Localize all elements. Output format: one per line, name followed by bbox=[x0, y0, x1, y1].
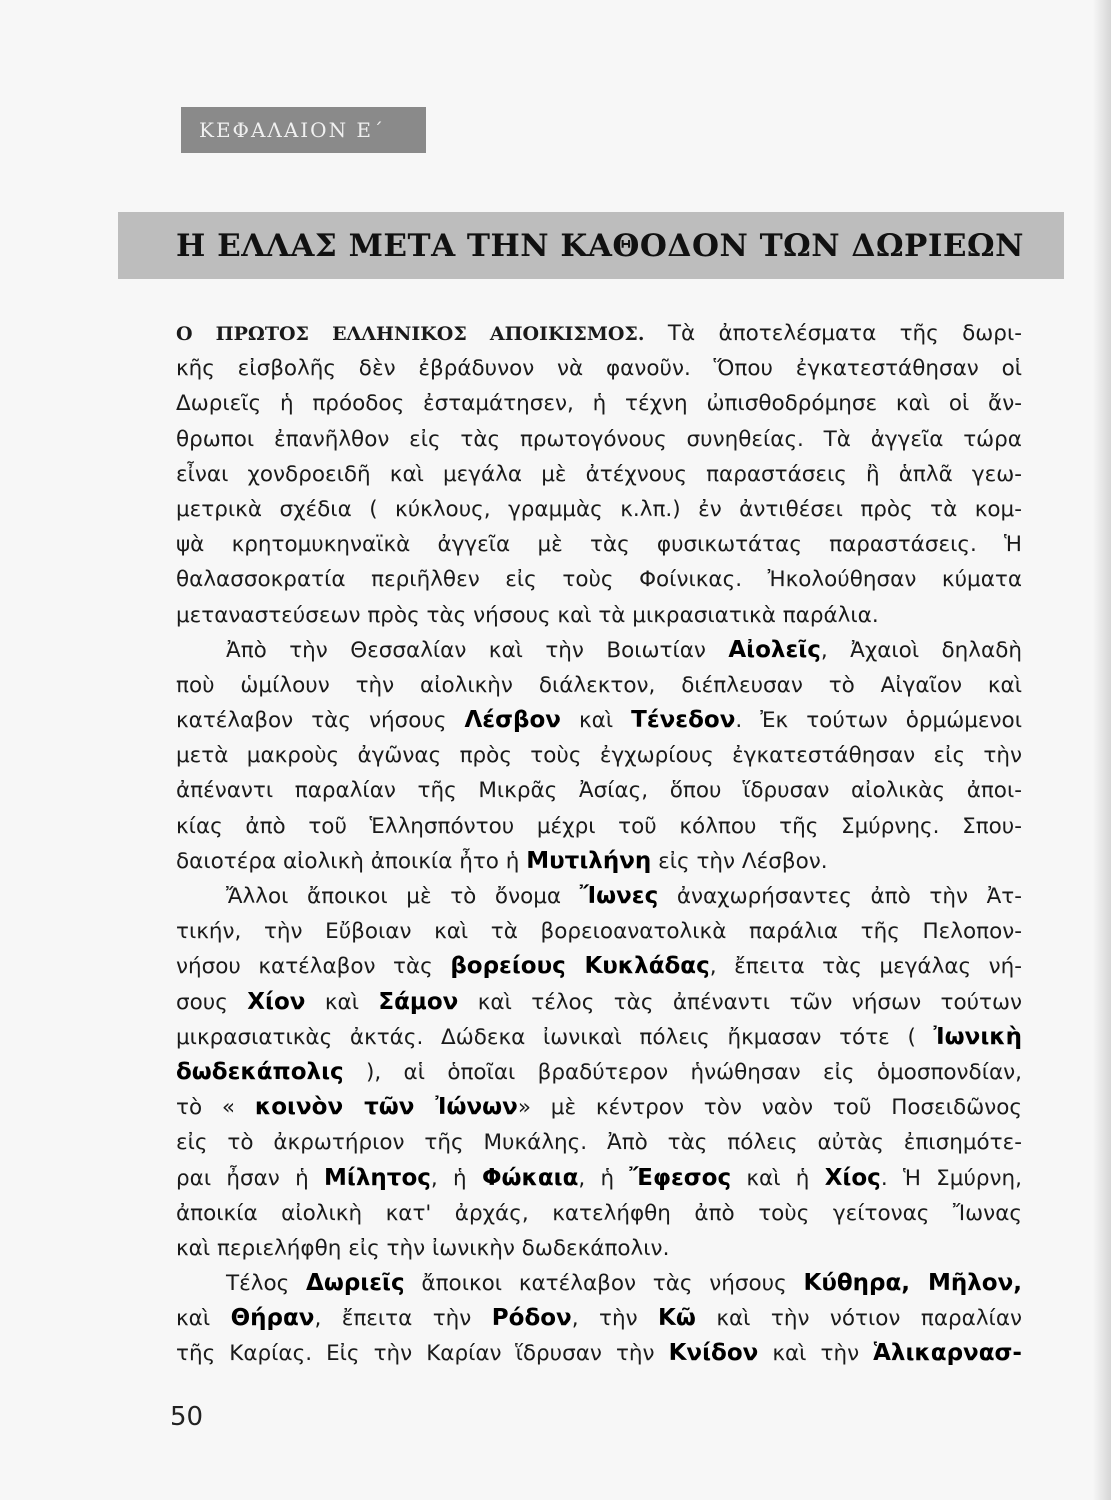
emphasized-term: κοινὸν τῶν Ἰώνων bbox=[254, 1094, 518, 1121]
text-line: Ἄλλοι ἄποικοι μὲ τὸ ὄνομα Ἴωνες ἀναχωρήσαντες ἀπὸ τὴν Ἀτ- bbox=[226, 883, 1022, 909]
emphasized-term: βορείους Κυκλάδας bbox=[450, 953, 710, 980]
text-line: ποὺ ὡμίλουν τὴν αἰολικὴν διάλεκτον, διέπλευσαν τὸ Αἰγαῖον καὶ bbox=[176, 672, 1022, 698]
text-line: ψὰ κρητομυκηναϊκὰ ἀγγεῖα μὲ τὰς φυσικωτάτας παραστάσεις. Ἡ bbox=[176, 532, 1022, 558]
emphasized-term: Κύθηρα, Μῆλον, bbox=[803, 1270, 1022, 1297]
text-line: μετὰ μακροὺς ἀγῶνας πρὸς τοὺς ἐγχωρίους ἐγκατεστάθησαν εἰς τὴν bbox=[176, 743, 1022, 769]
chapter-label: ΚΕΦΑΛΑΙΟΝ Ε΄ bbox=[181, 107, 426, 153]
emphasized-term: Δωριεῖς bbox=[306, 1270, 405, 1297]
body-text bbox=[176, 316, 1022, 1372]
emphasized-term: Ρόδον bbox=[491, 1305, 572, 1332]
text-line: τικήν, τὴν Εὔβοιαν καὶ τὰ βορειοανατολικὰ παράλια τῆς Πελοπον- bbox=[176, 919, 1022, 945]
text-line: θαλασσοκρατία περιῆλθεν εἰς τοὺς Φοίνικας. Ἠκολούθησαν κύματα bbox=[176, 567, 1022, 593]
emphasized-term: Σάμον bbox=[378, 988, 459, 1015]
text-line: δωδεκάπολις ), αἱ ὁποῖαι βραδύτερον ἡνώθησαν εἰς ὁμοσπονδίαν, bbox=[176, 1058, 1022, 1085]
emphasized-term: Μίλητος bbox=[324, 1164, 431, 1191]
text-line: μεταναστεύσεων πρὸς τὰς νήσους καὶ τὰ μικρασιατικὰ παράλια. bbox=[176, 602, 879, 628]
emphasized-term: Χίον bbox=[247, 988, 306, 1015]
text-line: ἀποικία αἰολικὴ κατ' ἀρχάς, κατελήφθη ἀπὸ τοὺς γείτονας Ἴωνας bbox=[176, 1200, 1022, 1226]
text-line: εἰς τὸ ἀκρωτήριον τῆς Μυκάλης. Ἀπὸ τὰς πόλεις αὐτὰς ἐπισημότε- bbox=[176, 1130, 1022, 1156]
emphasized-term: Κνίδον bbox=[668, 1340, 759, 1367]
text-line: κίας ἀπὸ τοῦ Ἑλλησπόντου μέχρι τοῦ κόλπου τῆς Σμύρνης. Σπου- bbox=[176, 813, 1022, 839]
text-line: σους Χίον καὶ Σάμον καὶ τέλος τὰς ἀπέναντι τῶν νήσων τούτων bbox=[176, 988, 1022, 1015]
text-line: δαιοτέρα αἰολικὴ ἀποικία ἦτο ἡ Μυτιλήνη εἰς τὴν Λέσβον. bbox=[176, 847, 828, 874]
text-line: θρωποι ἐπανῆλθον εἰς τὰς πρωτογόνους συνηθείας. Τὰ ἀγγεῖα τώρα bbox=[176, 426, 1022, 452]
emphasized-term: Ἰωνικὴ bbox=[933, 1023, 1022, 1050]
text-line: καὶ περιελήφθη εἰς τὴν ἰωνικὴν δωδεκάπολιν. bbox=[176, 1235, 670, 1261]
emphasized-term: δωδεκάπολις bbox=[176, 1058, 344, 1085]
text-line: κῆς εἰσβολῆς δὲν ἐβράδυνον νὰ φανοῦν. Ὅπου ἐγκατεστάθησαν οἱ bbox=[176, 356, 1022, 382]
text-line: ἀπέναντι παραλίαν τῆς Μικρᾶς Ἀσίας, ὅπου ἵδρυσαν αἰολικὰς ἀποι- bbox=[176, 778, 1022, 804]
emphasized-term: Ἁλικαρνασ- bbox=[873, 1340, 1022, 1367]
page-number: 50 bbox=[170, 1402, 204, 1432]
text-line: Ο ΠΡΩΤΟΣ ΕΛΛΗΝΙΚΟΣ ΑΠΟΙΚΙΣΜΟΣ. Τὰ ἀποτελέσματα τῆς δωρι- bbox=[176, 321, 1022, 346]
text-line: τῆς Καρίας. Εἰς τὴν Καρίαν ἵδρυσαν τὴν Κνίδον καὶ τὴν Ἁλικαρνασ- bbox=[176, 1340, 1022, 1367]
emphasized-term: Ἔφεσος bbox=[629, 1164, 732, 1191]
text-line: μικρασιατικὰς ἀκτάς. Δώδεκα ἰωνικαὶ πόλεις ἤκμασαν τότε ( Ἰωνικὴ bbox=[176, 1023, 1022, 1050]
emphasized-term: Κῶ bbox=[658, 1305, 696, 1332]
emphasized-term: Ἴωνες bbox=[579, 883, 659, 909]
emphasized-term: Λέσβον bbox=[464, 707, 561, 734]
text-line: μετρικὰ σχέδια ( κύκλους, γραμμὰς κ.λπ.) ἐν ἀντιθέσει πρὸς τὰ κομ- bbox=[176, 496, 1022, 522]
text-line: Ἀπὸ τὴν Θεσσαλίαν καὶ τὴν Βοιωτίαν Αἰολεῖς, Ἀχαιοὶ δηλαδὴ bbox=[226, 636, 1022, 663]
emphasized-term: Θήραν bbox=[230, 1305, 315, 1332]
text-line: Τέλος Δωριεῖς ἄποικοι κατέλαβον τὰς νήσους Κύθηρα, Μῆλον, bbox=[226, 1270, 1022, 1297]
emphasized-term: Αἰολεῖς bbox=[728, 636, 821, 663]
section-heading: Ο ΠΡΩΤΟΣ ΕΛΛΗΝΙΚΟΣ ΑΠΟΙΚΙΣΜΟΣ. bbox=[176, 323, 645, 345]
chapter-title: Η ΕΛΛΑΣ ΜΕΤΑ ΤΗΝ ΚΑΘΟΔΟΝ ΤΩΝ ΔΩΡΙΕΩΝ bbox=[176, 228, 1024, 264]
text-line: κατέλαβον τὰς νήσους Λέσβον καὶ Τένεδον. Ἐκ τούτων ὁρμώμενοι bbox=[176, 707, 1022, 734]
text-line: ραι ἦσαν ἡ Μίλητος, ἡ Φώκαια, ἡ Ἔφεσος καὶ ἡ Χίος. Ἡ Σμύρνη, bbox=[176, 1164, 1022, 1191]
text-line: Δωριεῖς ἡ πρόοδος ἐσταμάτησεν, ἡ τέχνη ὠπισθοδρόμησε καὶ οἱ ἄν- bbox=[176, 391, 1022, 417]
text-line: νήσου κατέλαβον τὰς βορείους Κυκλάδας, ἔπειτα τὰς μεγάλας νή- bbox=[176, 953, 1022, 980]
emphasized-term: Μυτιλήνη bbox=[526, 847, 652, 874]
emphasized-term: Χίος bbox=[824, 1164, 881, 1191]
emphasized-term: Φώκαια bbox=[481, 1164, 579, 1191]
text-line: εἶναι χονδροειδῆ καὶ μεγάλα μὲ ἀτέχνους παραστάσεις ἢ ἁπλᾶ γεω- bbox=[176, 461, 1022, 487]
text-line: τὸ « κοινὸν τῶν Ἰώνων» μὲ κέντρον τὸν ναὸν τοῦ Ποσειδῶνος bbox=[176, 1094, 1022, 1121]
text-line: καὶ Θήραν, ἔπειτα τὴν Ρόδον, τὴν Κῶ καὶ τὴν νότιον παραλίαν bbox=[176, 1305, 1022, 1332]
emphasized-term: Τένεδον bbox=[631, 707, 736, 734]
page-edge-shadow bbox=[1093, 0, 1111, 1500]
